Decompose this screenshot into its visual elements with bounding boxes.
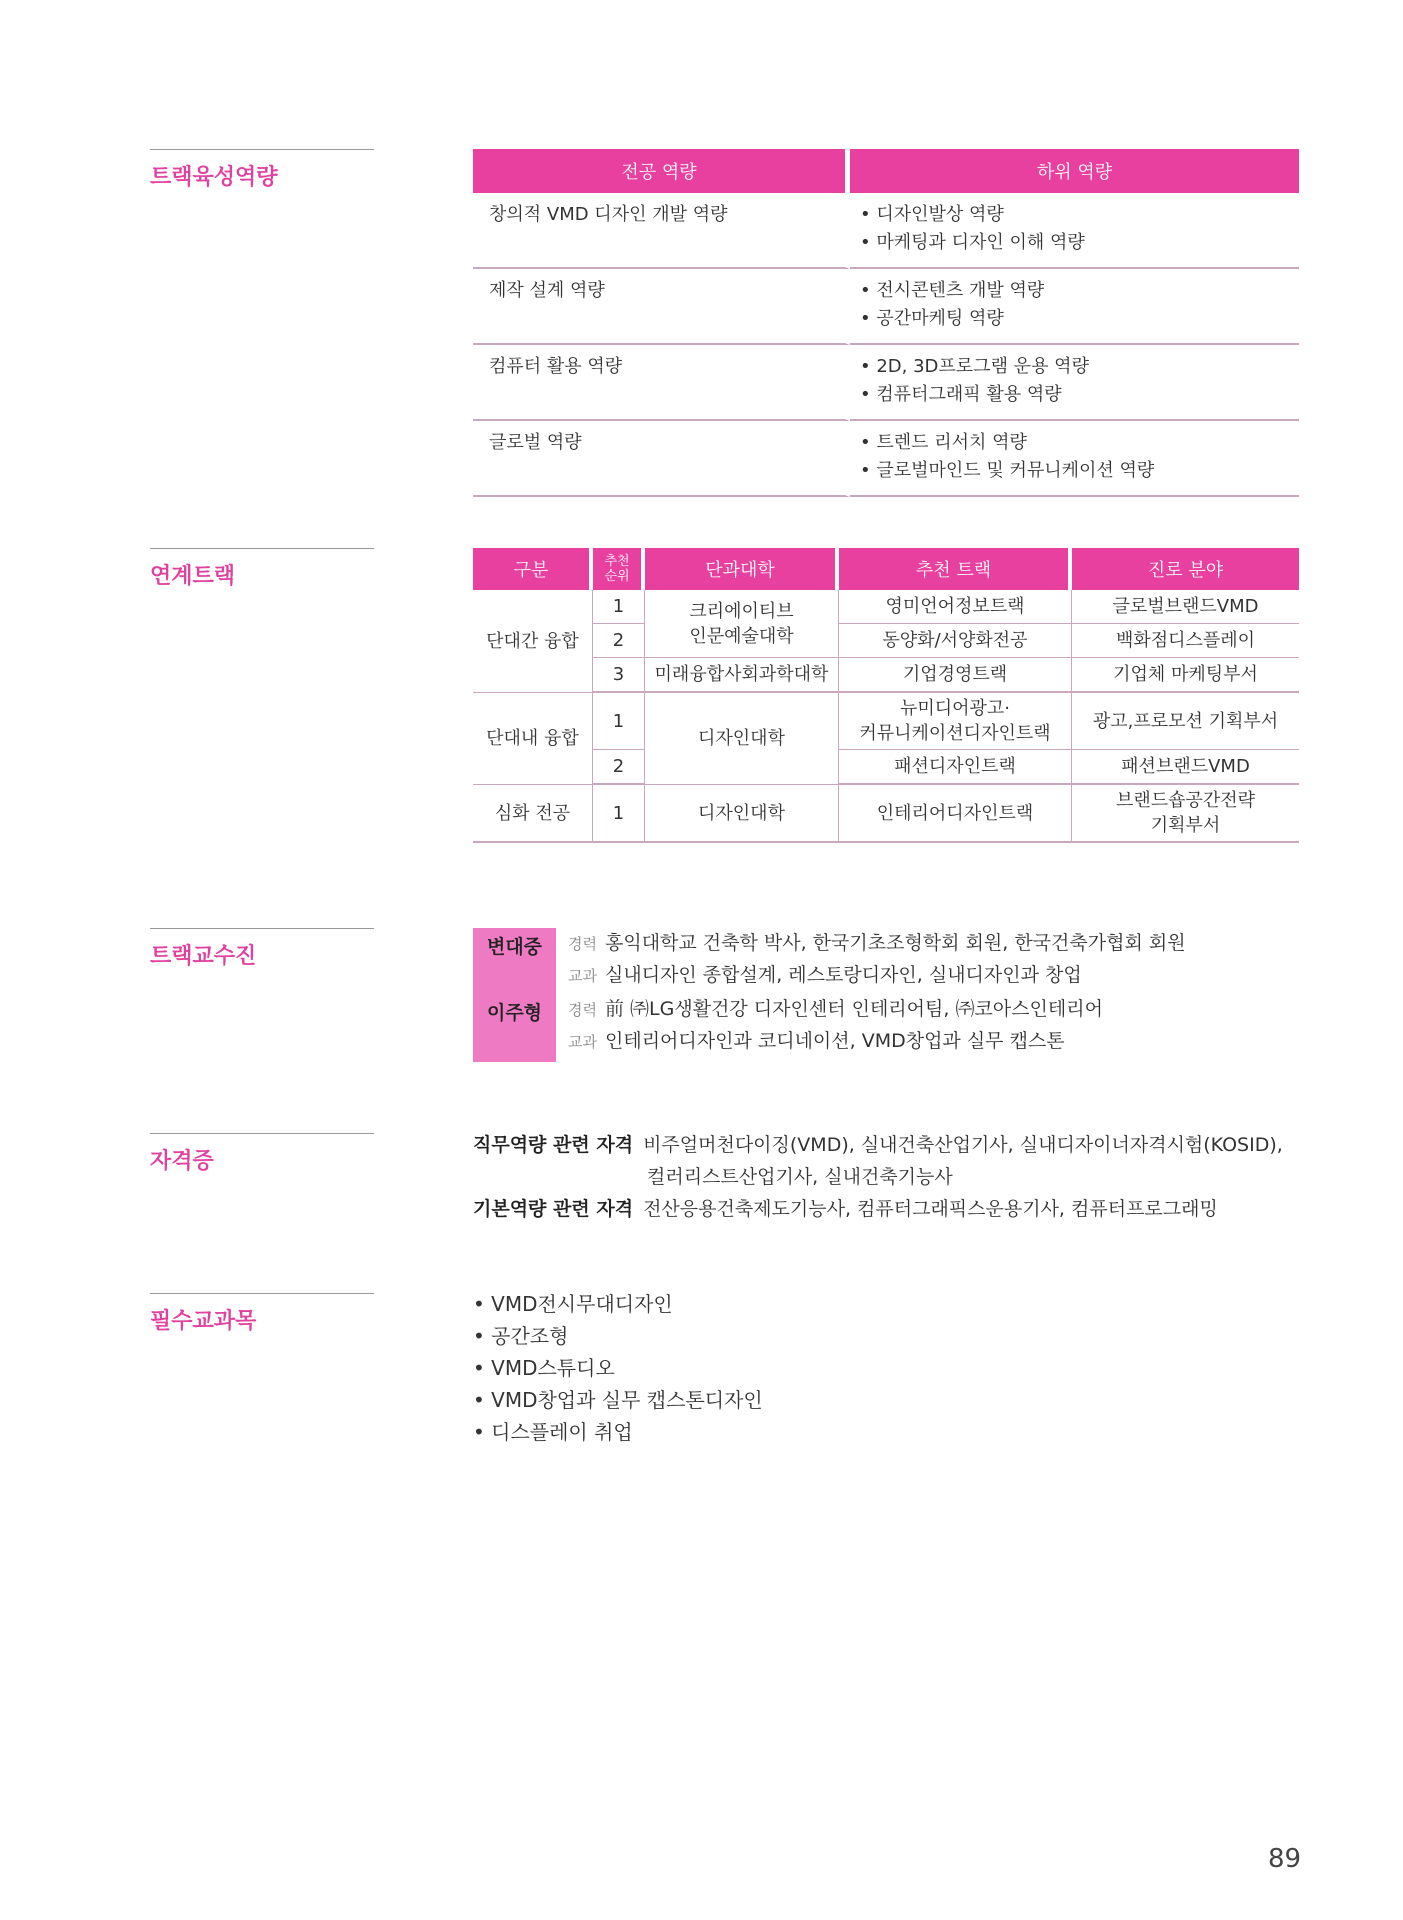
major-competency-cell: 제작 설계 역량 xyxy=(473,269,850,345)
header-recommended-track: 추천 트랙 xyxy=(839,548,1072,590)
rank-cell: 1 xyxy=(593,785,645,843)
track-cell: 영미언어정보트랙 xyxy=(839,590,1072,624)
section-title-required-courses: 필수교과목 xyxy=(150,1293,374,1335)
list-item: • VMD스튜디오 xyxy=(473,1356,615,1380)
page-number: 89 xyxy=(1268,1844,1302,1874)
career-cell: 패션브랜드VMD xyxy=(1072,750,1299,785)
section-title-certificates: 자격증 xyxy=(150,1133,374,1175)
career-line: 기획부서 xyxy=(1150,815,1221,836)
table-row xyxy=(473,658,1299,693)
major-competency-cell: 컴퓨터 활용 역량 xyxy=(473,345,850,421)
table-row xyxy=(473,785,1299,843)
course-label: 교과 xyxy=(568,1033,597,1051)
list-item: • VMD창업과 실무 캡스톤디자인 xyxy=(473,1388,763,1412)
major-competency-cell: 글로벌 역량 xyxy=(473,421,850,497)
career-line: 브랜드숍공간전략 xyxy=(1115,790,1256,811)
track-line: 커뮤니케이션디자인트랙 xyxy=(859,723,1051,744)
track-cell: 패션디자인트랙 xyxy=(839,750,1072,785)
table-row xyxy=(473,590,1299,624)
table-row xyxy=(473,269,1299,345)
sub-competency-item: • 전시콘텐츠 개발 역량 xyxy=(860,280,1045,301)
sub-competency-item: • 마케팅과 디자인 이해 역량 xyxy=(860,232,1085,253)
rank-cell: 1 xyxy=(593,693,645,750)
job-certificates xyxy=(473,1129,1283,1161)
table-row xyxy=(473,345,1299,421)
sub-competency-cell xyxy=(850,345,1299,421)
header-major-competency: 전공 역량 xyxy=(473,149,850,193)
table-row xyxy=(473,193,1299,269)
list-item: • VMD전시무대디자인 xyxy=(473,1292,673,1316)
linked-tracks-table xyxy=(473,548,1299,843)
section-title-faculty: 트랙교수진 xyxy=(150,928,374,970)
faculty-name: 이주형 xyxy=(486,1002,543,1024)
header-career-field: 진로 분야 xyxy=(1072,548,1299,590)
track-cell xyxy=(839,693,1072,750)
sub-competency-item: • 컴퓨터그래픽 활용 역량 xyxy=(860,384,1062,405)
group-name-cell: 심화 전공 xyxy=(473,785,593,843)
college-cell: 미래융합사회과학대학 xyxy=(645,658,839,693)
sub-competency-cell xyxy=(850,193,1299,269)
sub-competency-cell xyxy=(850,421,1299,497)
rank-cell: 2 xyxy=(593,624,645,658)
career-cell xyxy=(1072,785,1299,843)
basic-certificates xyxy=(473,1193,1218,1225)
career-label: 경력 xyxy=(568,1001,597,1019)
college-cell: 디자인대학 xyxy=(645,785,839,843)
college-cell xyxy=(645,590,839,658)
table-row xyxy=(473,421,1299,497)
section-title-linked-tracks: 연계트랙 xyxy=(150,548,374,590)
career-text: 홍익대학교 건축학 박사, 한국기초조형학회 회원, 한국건축가협회 회원 xyxy=(604,932,1186,954)
header-rank-line1: 추천 xyxy=(604,554,630,569)
track-cell: 인테리어디자인트랙 xyxy=(839,785,1072,843)
header-sub-competency: 하위 역량 xyxy=(850,149,1299,193)
career-cell: 광고,프로모션 기획부서 xyxy=(1072,693,1299,750)
faculty-course-row xyxy=(568,960,1082,990)
career-cell: 백화점디스플레이 xyxy=(1072,624,1299,658)
header-rank xyxy=(593,548,645,590)
required-courses-list xyxy=(473,1288,763,1448)
rank-cell: 1 xyxy=(593,590,645,624)
major-competency-cell: 창의적 VMD 디자인 개발 역량 xyxy=(473,193,850,269)
career-cell: 기업체 마케팅부서 xyxy=(1072,658,1299,693)
rank-cell: 2 xyxy=(593,750,645,785)
sub-competency-item: • 글로벌마인드 및 커뮤니케이션 역량 xyxy=(860,460,1155,481)
sub-competency-item: • 공간마케팅 역량 xyxy=(860,308,1004,329)
header-rank-line2: 순위 xyxy=(604,569,630,584)
rank-cell: 3 xyxy=(593,658,645,693)
table-row xyxy=(473,624,1299,658)
track-cell: 동양화/서양화전공 xyxy=(839,624,1072,658)
sub-competency-item: • 2D, 3D프로그램 운용 역량 xyxy=(860,356,1089,377)
group-name-cell: 단대내 융합 xyxy=(473,693,593,785)
faculty-name: 변대중 xyxy=(486,936,543,958)
faculty-career-row xyxy=(568,994,1103,1024)
course-text: 인테리어디자인과 코디네이션, VMD창업과 실무 캡스톤 xyxy=(604,1030,1065,1052)
job-certificates-continued: 컬러리스트산업기사, 실내건축기능사 xyxy=(647,1166,953,1188)
career-label: 경력 xyxy=(568,935,597,953)
college-line: 크리에이티브 xyxy=(689,600,794,622)
header-college: 단과대학 xyxy=(645,548,839,590)
group-name-cell: 단대간 융합 xyxy=(473,590,593,693)
career-text: 前 ㈜LG생활건강 디자인센터 인테리어팀, ㈜코아스인테리어 xyxy=(604,998,1103,1020)
sub-competency-item: • 디자인발상 역량 xyxy=(860,204,1004,225)
course-text: 실내디자인 종합설계, 레스토랑디자인, 실내디자인과 창업 xyxy=(604,964,1082,986)
header-category: 구분 xyxy=(473,548,593,590)
track-cell: 기업경영트랙 xyxy=(839,658,1072,693)
track-line: 뉴미디어광고· xyxy=(899,698,1011,719)
competency-table xyxy=(473,149,1299,497)
college-line: 인문예술대학 xyxy=(689,625,794,647)
list-item: • 디스플레이 취업 xyxy=(473,1420,633,1444)
career-cell: 글로벌브랜드VMD xyxy=(1072,590,1299,624)
sub-competency-cell xyxy=(850,269,1299,345)
college-cell: 디자인대학 xyxy=(645,693,839,785)
table-row xyxy=(473,750,1299,785)
job-certificates-text: 비주얼머천다이징(VMD), 실내건축산업기사, 실내디자이너자격시험(KOSID), xyxy=(643,1134,1283,1156)
faculty-course-row xyxy=(568,1026,1065,1056)
table-row xyxy=(473,693,1299,750)
job-certificates-label: 직무역량 관련 자격 xyxy=(473,1134,634,1156)
faculty-career-row xyxy=(568,928,1186,958)
section-title-competency: 트랙육성역량 xyxy=(150,149,374,191)
sub-competency-item: • 트렌드 리서치 역량 xyxy=(860,432,1027,453)
basic-certificates-label: 기본역량 관련 자격 xyxy=(473,1198,634,1220)
basic-certificates-text: 전산응용건축제도기능사, 컴퓨터그래픽스운용기사, 컴퓨터프로그래밍 xyxy=(643,1198,1218,1220)
list-item: • 공간조형 xyxy=(473,1324,569,1348)
course-label: 교과 xyxy=(568,967,597,985)
